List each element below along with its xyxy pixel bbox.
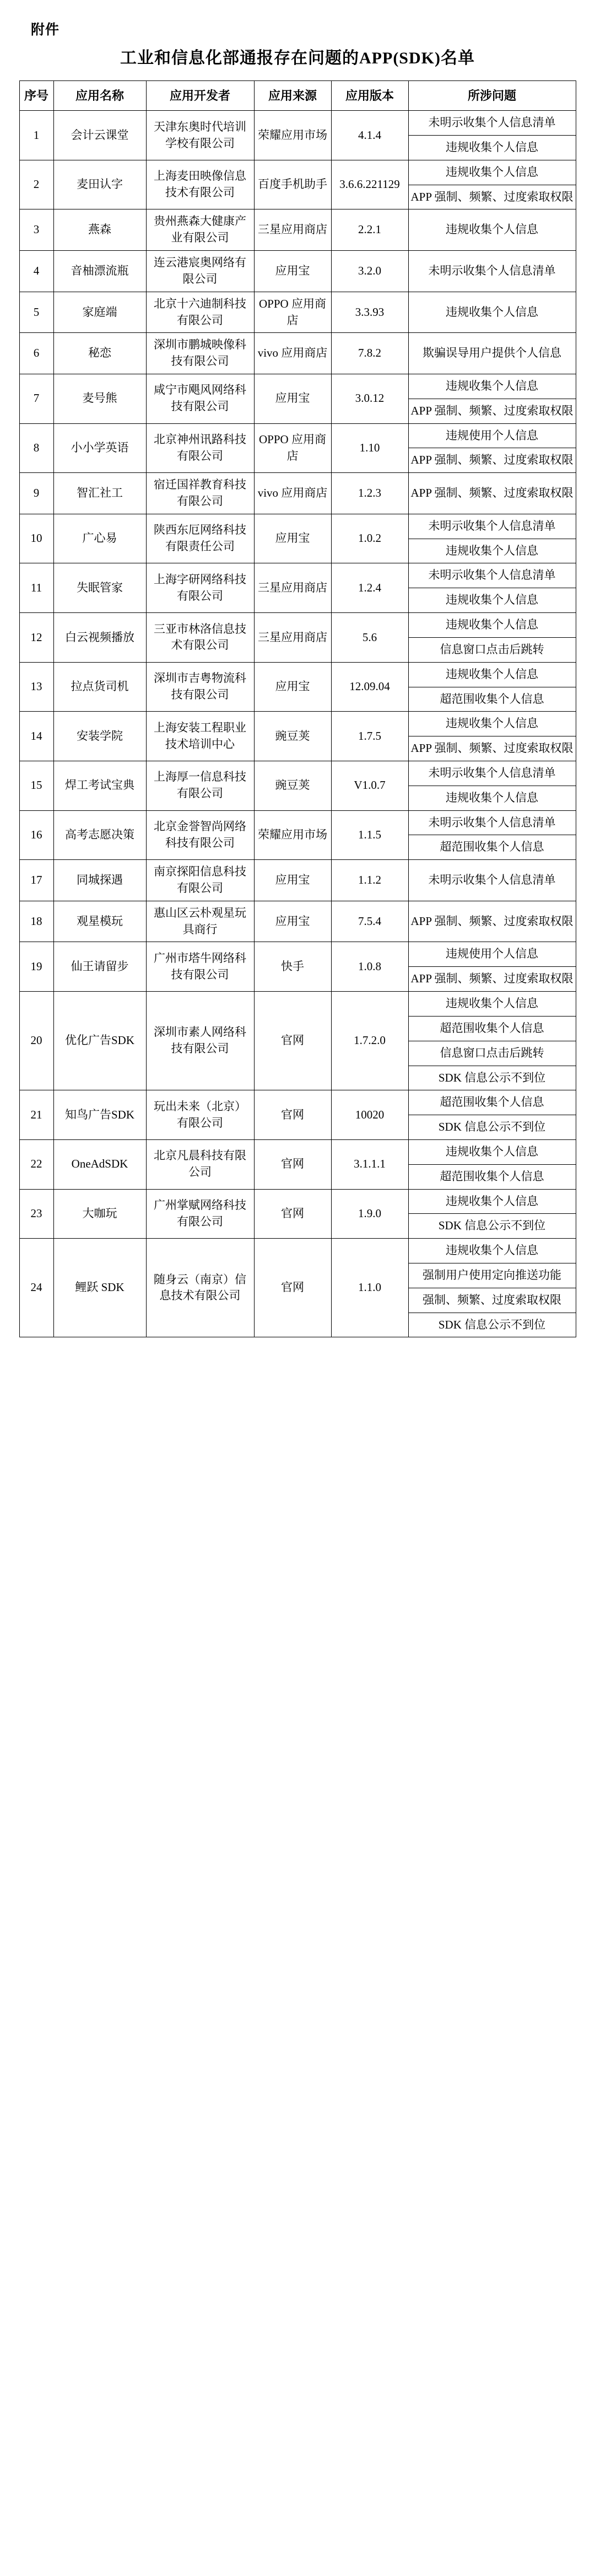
cell-app-name: 会计云课堂	[53, 111, 146, 160]
cell-issue: 违规收集个人信息	[408, 374, 576, 399]
cell-app-name: 焊工考试宝典	[53, 761, 146, 810]
cell-no: 5	[19, 292, 53, 333]
cell-developer: 南京探阳信息科技有限公司	[146, 860, 254, 901]
cell-version: 1.9.0	[331, 1189, 408, 1239]
cell-developer: 上海麦田映像信息技术有限公司	[146, 160, 254, 209]
cell-developer: 宿迁国祥教育科技有限公司	[146, 473, 254, 514]
cell-source: 荣耀应用市场	[254, 111, 331, 160]
cell-no: 13	[19, 662, 53, 712]
cell-issue: 违规收集个人信息	[408, 1189, 576, 1214]
cell-developer: 深圳市吉粤物流科技有限公司	[146, 662, 254, 712]
cell-issue: APP 强制、频繁、过度索取权限	[408, 399, 576, 423]
cell-version: 7.5.4	[331, 901, 408, 942]
cell-developer: 广州掌赋网络科技有限公司	[146, 1189, 254, 1239]
table-row	[19, 613, 576, 638]
cell-issue: 违规使用个人信息	[408, 942, 576, 967]
cell-developer: 上海字研网络科技有限公司	[146, 563, 254, 613]
cell-app-name: 广心易	[53, 514, 146, 563]
cell-issue: APP 强制、频繁、过度索取权限	[408, 448, 576, 473]
cell-source: 应用宝	[254, 514, 331, 563]
cell-issue: SDK 信息公示不到位	[408, 1066, 576, 1090]
cell-source: OPPO 应用商店	[254, 423, 331, 473]
cell-no: 20	[19, 992, 53, 1090]
cell-developer: 深圳市鹏城映像科技有限公司	[146, 333, 254, 374]
table-row	[19, 374, 576, 399]
cell-issue: 违规收集个人信息	[408, 992, 576, 1017]
table-header-row	[19, 81, 576, 111]
cell-issue: APP 强制、频繁、过度索取权限	[408, 185, 576, 209]
cell-developer: 广州市塔牛网络科技有限公司	[146, 942, 254, 992]
cell-version: 1.7.5	[331, 712, 408, 761]
cell-developer: 贵州燕森大健康产业有限公司	[146, 209, 254, 251]
cell-source: 三星应用商店	[254, 563, 331, 613]
cell-developer: 北京凡晨科技有限公司	[146, 1139, 254, 1189]
cell-no: 23	[19, 1189, 53, 1239]
cell-issue: 超范围收集个人信息	[408, 687, 576, 712]
cell-app-name: 小小学英语	[53, 423, 146, 473]
cell-issue: SDK 信息公示不到位	[408, 1115, 576, 1140]
table-row	[19, 942, 576, 967]
table-row	[19, 1189, 576, 1214]
cell-version: 1.2.3	[331, 473, 408, 514]
cell-issue: 未明示收集个人信息清单	[408, 860, 576, 901]
cell-issue: APP 强制、频繁、过度索取权限	[408, 967, 576, 992]
cell-developer: 北京十六迪制科技有限公司	[146, 292, 254, 333]
cell-no: 3	[19, 209, 53, 251]
cell-developer: 上海安装工程职业技术培训中心	[146, 712, 254, 761]
cell-issue: 未明示收集个人信息清单	[408, 810, 576, 835]
cell-issue: 未明示收集个人信息清单	[408, 251, 576, 292]
table-row	[19, 992, 576, 1017]
cell-issue: 超范围收集个人信息	[408, 1090, 576, 1115]
cell-app-name: 麦田认字	[53, 160, 146, 209]
cell-source: 官网	[254, 1189, 331, 1239]
table-row	[19, 251, 576, 292]
cell-no: 7	[19, 374, 53, 423]
cell-app-name: OneAdSDK	[53, 1139, 146, 1189]
cell-source: 应用宝	[254, 860, 331, 901]
cell-app-name: 燕森	[53, 209, 146, 251]
cell-source: 官网	[254, 1239, 331, 1337]
cell-app-name: 拉点货司机	[53, 662, 146, 712]
cell-issue: 强制用户使用定向推送功能	[408, 1263, 576, 1288]
cell-issue: 未明示收集个人信息清单	[408, 514, 576, 539]
cell-no: 4	[19, 251, 53, 292]
table-row	[19, 1090, 576, 1115]
cell-no: 14	[19, 712, 53, 761]
cell-issue: 超范围收集个人信息	[408, 1016, 576, 1041]
cell-no: 2	[19, 160, 53, 209]
cell-app-name: 秘恋	[53, 333, 146, 374]
table-row	[19, 662, 576, 687]
cell-developer: 咸宁市飓风网络科技有限公司	[146, 374, 254, 423]
cell-issue: 违规收集个人信息	[408, 613, 576, 638]
cell-version: 3.6.6.221129	[331, 160, 408, 209]
column-header-name: 应用名称	[53, 81, 146, 111]
cell-issue: 强制、频繁、过度索取权限	[408, 1288, 576, 1313]
table-row	[19, 209, 576, 251]
cell-issue: 违规收集个人信息	[408, 662, 576, 687]
table-row	[19, 111, 576, 136]
cell-version: 12.09.04	[331, 662, 408, 712]
table-row	[19, 761, 576, 786]
table-row	[19, 810, 576, 835]
cell-issue: 超范围收集个人信息	[408, 835, 576, 860]
cell-app-name: 失眠管家	[53, 563, 146, 613]
cell-source: 荣耀应用市场	[254, 810, 331, 860]
cell-version: 2.2.1	[331, 209, 408, 251]
cell-developer: 玩出未来（北京）有限公司	[146, 1090, 254, 1140]
cell-issue: APP 强制、频繁、过度索取权限	[408, 901, 576, 942]
column-header-developer: 应用开发者	[146, 81, 254, 111]
cell-app-name: 观星模玩	[53, 901, 146, 942]
cell-source: 应用宝	[254, 662, 331, 712]
cell-no: 11	[19, 563, 53, 613]
cell-version: 7.8.2	[331, 333, 408, 374]
column-header-no: 序号	[19, 81, 53, 111]
cell-version: 3.2.0	[331, 251, 408, 292]
cell-version: 3.1.1.1	[331, 1139, 408, 1189]
cell-no: 19	[19, 942, 53, 992]
table-row	[19, 423, 576, 448]
cell-issue: SDK 信息公示不到位	[408, 1214, 576, 1239]
cell-app-name: 家庭端	[53, 292, 146, 333]
cell-developer: 随身云（南京）信息技术有限公司	[146, 1239, 254, 1337]
cell-app-name: 麦号熊	[53, 374, 146, 423]
cell-issue: 违规收集个人信息	[408, 1239, 576, 1263]
table-row	[19, 901, 576, 942]
cell-issue: 未明示收集个人信息清单	[408, 111, 576, 136]
cell-version: V1.0.7	[331, 761, 408, 810]
cell-source: 豌豆荚	[254, 761, 331, 810]
cell-developer: 上海厚一信息科技有限公司	[146, 761, 254, 810]
cell-source: OPPO 应用商店	[254, 292, 331, 333]
table-header	[19, 81, 576, 111]
cell-version: 1.0.8	[331, 942, 408, 992]
cell-source: 官网	[254, 1139, 331, 1189]
cell-no: 1	[19, 111, 53, 160]
cell-version: 1.0.2	[331, 514, 408, 563]
cell-version: 1.7.2.0	[331, 992, 408, 1090]
cell-developer: 陕西东厄网络科技有限责任公司	[146, 514, 254, 563]
cell-issue: 信息窗口点击后跳转	[408, 1041, 576, 1066]
cell-issue: 违规使用个人信息	[408, 423, 576, 448]
cell-issue: 违规收集个人信息	[408, 292, 576, 333]
table-row	[19, 1139, 576, 1164]
cell-issue: 信息窗口点击后跳转	[408, 637, 576, 662]
cell-developer: 北京金誉智尚网络科技有限公司	[146, 810, 254, 860]
table-row	[19, 514, 576, 539]
cell-app-name: 知鸟广告SDK	[53, 1090, 146, 1140]
cell-app-name: 安装学院	[53, 712, 146, 761]
cell-source: 百度手机助手	[254, 160, 331, 209]
table-row	[19, 712, 576, 736]
cell-issue: 未明示收集个人信息清单	[408, 563, 576, 588]
cell-issue: 违规收集个人信息	[408, 136, 576, 160]
table-row	[19, 292, 576, 333]
cell-version: 1.1.5	[331, 810, 408, 860]
cell-app-name: 高考志愿决策	[53, 810, 146, 860]
cell-source: 快手	[254, 942, 331, 992]
table-body	[19, 111, 576, 1337]
cell-issue: 违规收集个人信息	[408, 1139, 576, 1164]
cell-app-name: 仙王请留步	[53, 942, 146, 992]
cell-issue: SDK 信息公示不到位	[408, 1313, 576, 1337]
cell-app-name: 白云视频播放	[53, 613, 146, 663]
cell-version: 1.1.0	[331, 1239, 408, 1337]
cell-app-name: 鲤跃 SDK	[53, 1239, 146, 1337]
cell-source: 官网	[254, 992, 331, 1090]
cell-no: 6	[19, 333, 53, 374]
cell-issue: 违规收集个人信息	[408, 160, 576, 185]
cell-no: 12	[19, 613, 53, 663]
cell-no: 22	[19, 1139, 53, 1189]
cell-source: 三星应用商店	[254, 209, 331, 251]
cell-issue: 欺骗误导用户提供个人信息	[408, 333, 576, 374]
cell-source: 应用宝	[254, 374, 331, 423]
page-title: 工业和信息化部通报存在问题的APP(SDK)名单	[120, 49, 475, 67]
cell-source: 官网	[254, 1090, 331, 1140]
table-row	[19, 473, 576, 514]
cell-source: vivo 应用商店	[254, 473, 331, 514]
cell-version: 1.1.2	[331, 860, 408, 901]
cell-source: 应用宝	[254, 251, 331, 292]
cell-developer: 三亚市林洛信息技术有限公司	[146, 613, 254, 663]
cell-no: 17	[19, 860, 53, 901]
cell-issue: 违规收集个人信息	[408, 209, 576, 251]
cell-issue: APP 强制、频繁、过度索取权限	[408, 473, 576, 514]
cell-source: vivo 应用商店	[254, 333, 331, 374]
cell-app-name: 优化广告SDK	[53, 992, 146, 1090]
cell-version: 3.0.12	[331, 374, 408, 423]
cell-source: 豌豆荚	[254, 712, 331, 761]
cell-developer: 深圳市素人网络科技有限公司	[146, 992, 254, 1090]
table-row	[19, 333, 576, 374]
cell-no: 10	[19, 514, 53, 563]
cell-source: 三星应用商店	[254, 613, 331, 663]
cell-issue: 未明示收集个人信息清单	[408, 761, 576, 786]
cell-version: 3.3.93	[331, 292, 408, 333]
apps-table	[19, 80, 576, 1337]
cell-no: 21	[19, 1090, 53, 1140]
cell-developer: 北京神州讯路科技有限公司	[146, 423, 254, 473]
cell-issue: 违规收集个人信息	[408, 588, 576, 613]
cell-no: 15	[19, 761, 53, 810]
cell-issue: 违规收集个人信息	[408, 539, 576, 563]
cell-no: 16	[19, 810, 53, 860]
cell-source: 应用宝	[254, 901, 331, 942]
table-row	[19, 160, 576, 185]
cell-developer: 惠山区云朴观星玩具商行	[146, 901, 254, 942]
cell-no: 9	[19, 473, 53, 514]
cell-developer: 天津东奥时代培训学校有限公司	[146, 111, 254, 160]
cell-version: 4.1.4	[331, 111, 408, 160]
table-row	[19, 1239, 576, 1263]
cell-no: 18	[19, 901, 53, 942]
cell-developer: 连云港宸奥网络有限公司	[146, 251, 254, 292]
cell-issue: 违规收集个人信息	[408, 786, 576, 810]
cell-app-name: 大咖玩	[53, 1189, 146, 1239]
attachment-label: 附件	[31, 23, 60, 37]
table-row	[19, 860, 576, 901]
column-header-source: 应用来源	[254, 81, 331, 111]
cell-issue: 违规收集个人信息	[408, 712, 576, 736]
table-row	[19, 563, 576, 588]
cell-issue: APP 强制、频繁、过度索取权限	[408, 736, 576, 761]
cell-version: 10020	[331, 1090, 408, 1140]
column-header-version: 应用版本	[331, 81, 408, 111]
cell-app-name: 智汇社工	[53, 473, 146, 514]
cell-app-name: 同城探遇	[53, 860, 146, 901]
cell-version: 1.10	[331, 423, 408, 473]
cell-version: 1.2.4	[331, 563, 408, 613]
cell-version: 5.6	[331, 613, 408, 663]
column-header-issues: 所涉问题	[408, 81, 576, 111]
cell-issue: 超范围收集个人信息	[408, 1164, 576, 1189]
cell-no: 24	[19, 1239, 53, 1337]
cell-no: 8	[19, 423, 53, 473]
cell-app-name: 音柚漂流瓶	[53, 251, 146, 292]
